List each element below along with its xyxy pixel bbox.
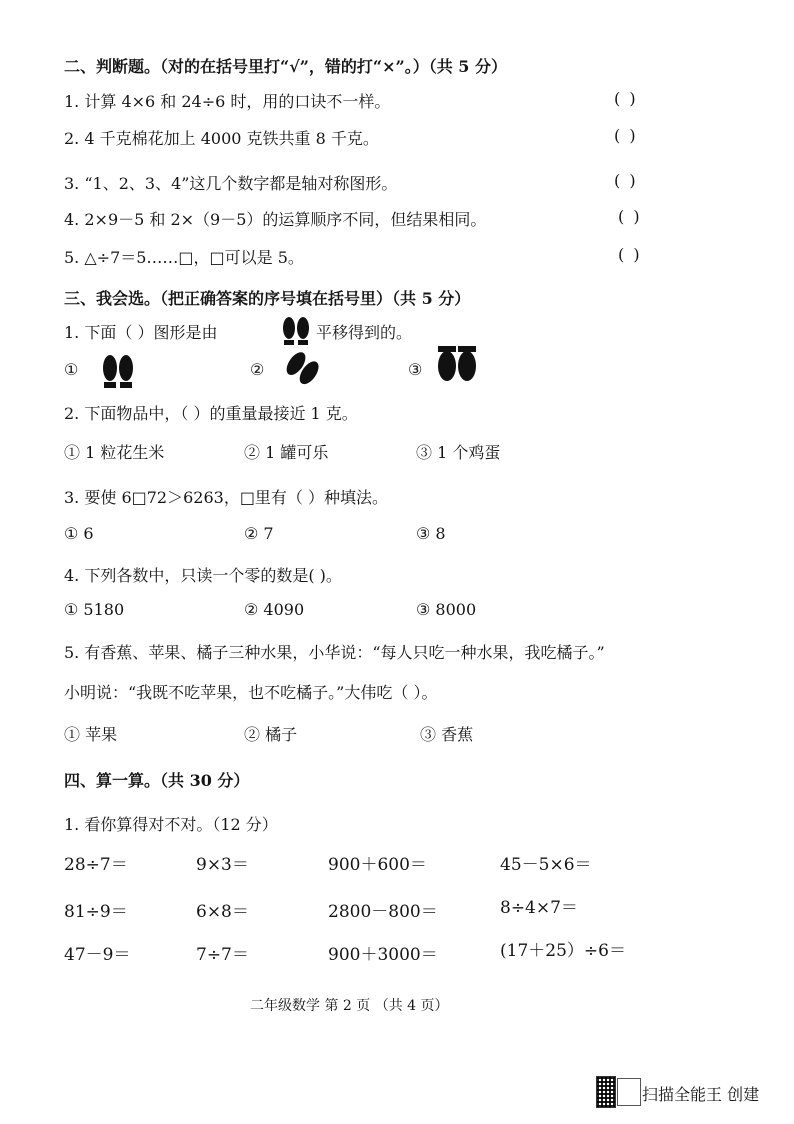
- calc-item: 47－9＝: [64, 945, 131, 965]
- choice-3-option-2[interactable]: ② 7: [244, 524, 274, 543]
- choice-question-2: 2. 下面物品中，（ ）的重量最接近 1 克。: [64, 404, 358, 423]
- qr-code-icon: [596, 1076, 616, 1108]
- choice-question-3: 3. 要使 6□72＞6263，□里有（ ）种填法。: [64, 488, 389, 507]
- judge-question-2: 2. 4 千克棉花加上 4000 克铁共重 8 千克。: [64, 129, 379, 148]
- choice-question-5-line-1: 5. 有香蕉、苹果、橘子三种水果，小华说：“每人只吃一种水果，我吃橘子。”: [64, 643, 605, 662]
- choice-question-5-line-2: 小明说：“我既不吃苹果，也不吃橘子。”大伟吃（ ）。: [64, 683, 438, 702]
- page-footer: 二年级数学 第 2 页 （共 4 页）: [250, 998, 449, 1014]
- choice-question-4: 4. 下列各数中，只读一个零的数是( )。: [64, 566, 342, 585]
- calc-item: 6×8＝: [196, 902, 249, 922]
- choice-5-option-3[interactable]: ③ 香蕉: [420, 725, 474, 744]
- calc-item: 900＋600＝: [328, 855, 427, 875]
- section-3-title: 三、我会选。（把正确答案的序号填在括号里）（共 5 分）: [64, 289, 471, 308]
- choice-1-option-1-marker[interactable]: ①: [64, 360, 79, 379]
- judge-answer-paren-1[interactable]: ( ): [614, 89, 638, 108]
- calc-item: 28÷7＝: [64, 855, 128, 875]
- footprints-rotated-icon: [276, 346, 328, 392]
- judge-answer-paren-4[interactable]: ( ): [618, 207, 642, 226]
- footprints-translated-icon: [96, 348, 140, 390]
- calc-item: 8÷4×7＝: [500, 898, 578, 918]
- footprints-reference-icon: [278, 310, 314, 346]
- choice-3-option-3[interactable]: ③ 8: [416, 524, 446, 543]
- footprints-flipped-icon: [432, 346, 482, 390]
- scanner-logo-icon: [617, 1078, 641, 1106]
- choice-4-option-2[interactable]: ② 4090: [244, 600, 305, 619]
- judge-answer-paren-2[interactable]: ( ): [614, 126, 638, 145]
- judge-answer-paren-3[interactable]: ( ): [614, 171, 638, 190]
- choice-2-option-3[interactable]: ③ 1 个鸡蛋: [416, 443, 501, 462]
- judge-question-3: 3. “1、2、3、4”这几个数字都是轴对称图形。: [64, 174, 398, 193]
- calc-item: 7÷7＝: [196, 945, 249, 965]
- calc-item: 2800－800＝: [328, 902, 438, 922]
- choice-1-option-3-marker[interactable]: ③: [408, 360, 423, 379]
- judge-question-4: 4. 2×9－5 和 2×（9－5）的运算顺序不同，但结果相同。: [64, 210, 487, 229]
- calc-item: 9×3＝: [196, 855, 249, 875]
- choice-3-option-1[interactable]: ① 6: [64, 524, 94, 543]
- calc-item: 900＋3000＝: [328, 945, 438, 965]
- choice-5-option-1[interactable]: ① 苹果: [64, 725, 118, 744]
- choice-5-option-2[interactable]: ② 橘子: [244, 725, 298, 744]
- scanner-watermark: 扫描全能王 创建: [642, 1085, 760, 1104]
- judge-question-1: 1. 计算 4×6 和 24÷6 时，用的口诀不一样。: [64, 92, 391, 111]
- choice-2-option-2[interactable]: ② 1 罐可乐: [244, 443, 329, 462]
- calc-item: 81÷9＝: [64, 902, 128, 922]
- choice-question-1-suffix: 平移得到的。: [316, 323, 413, 342]
- section-4-title: 四、算一算。（共 30 分）: [64, 771, 250, 790]
- choice-4-option-3[interactable]: ③ 8000: [416, 600, 477, 619]
- choice-question-1-prefix: 1. 下面（ ）图形是由: [64, 323, 218, 342]
- calc-item: 45－5×6＝: [500, 855, 592, 875]
- calc-subsection-1: 1. 看你算得对不对。（12 分）: [64, 815, 278, 834]
- choice-2-option-1[interactable]: ① 1 粒花生米: [64, 443, 165, 462]
- judge-question-5: 5. △÷7＝5……□，□可以是 5。: [64, 248, 304, 267]
- choice-1-option-2-marker[interactable]: ②: [250, 360, 265, 379]
- calc-item: (17＋25）÷6＝: [500, 941, 626, 961]
- section-2-title: 二、判断题。（对的在括号里打“√”，错的打“×”。）（共 5 分）: [64, 57, 508, 76]
- judge-answer-paren-5[interactable]: ( ): [618, 245, 642, 264]
- choice-4-option-1[interactable]: ① 5180: [64, 600, 125, 619]
